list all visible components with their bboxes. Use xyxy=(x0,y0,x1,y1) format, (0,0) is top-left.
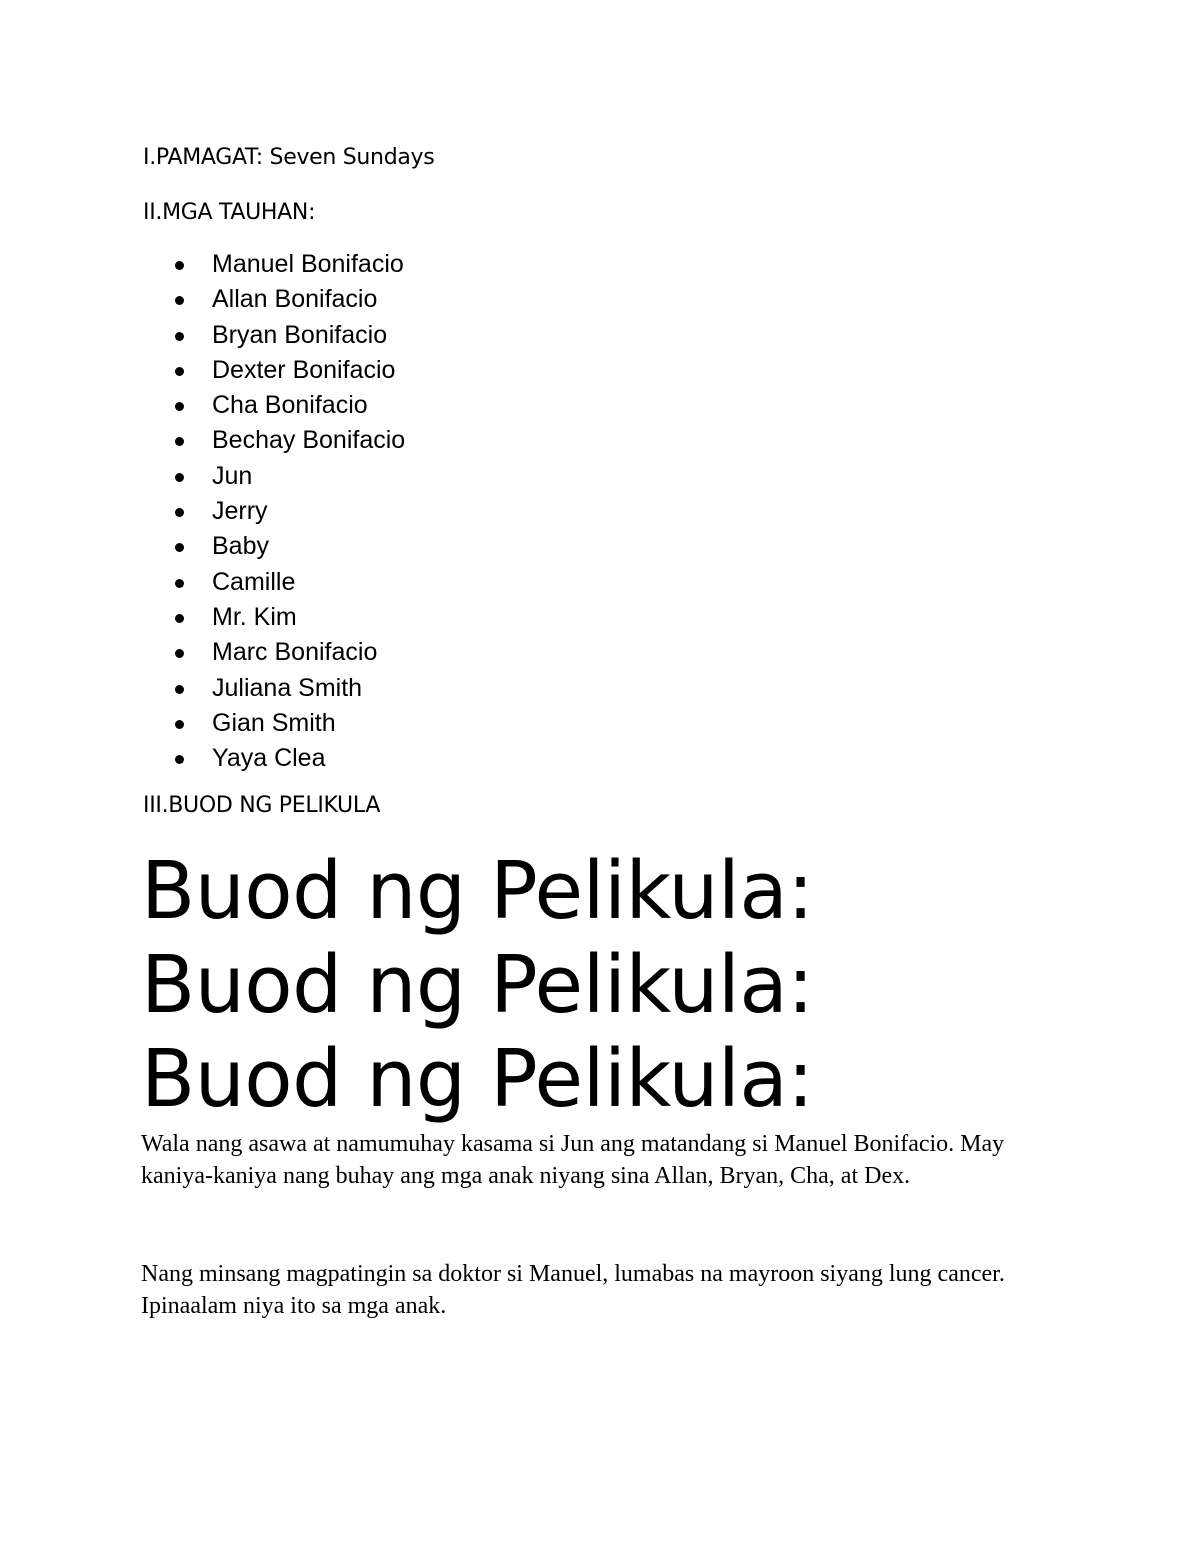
list-item xyxy=(172,565,405,600)
bullet-icon xyxy=(175,579,184,588)
character-name: Bechay Bonifacio xyxy=(212,426,406,455)
bullet-icon xyxy=(175,261,184,270)
characters-list xyxy=(172,247,405,776)
character-name: Gian Smith xyxy=(212,708,336,737)
list-item xyxy=(172,529,405,564)
list-item xyxy=(172,600,405,635)
title-heading: I.PAMAGAT: Seven Sundays xyxy=(143,145,435,170)
list-item xyxy=(172,671,405,706)
bullet-icon xyxy=(175,437,184,446)
character-name: Juliana Smith xyxy=(212,673,363,702)
character-name: Baby xyxy=(212,532,269,561)
summary-heading: III.BUOD NG PELIKULA xyxy=(143,793,381,818)
character-name: Marc Bonifacio xyxy=(212,638,378,667)
summary-title: Buod ng Pelikula: xyxy=(141,1033,814,1125)
list-item xyxy=(172,635,405,670)
bullet-icon xyxy=(175,543,184,552)
list-item xyxy=(172,706,405,741)
character-name: Allan Bonifacio xyxy=(212,285,378,314)
list-item xyxy=(172,423,405,458)
list-item xyxy=(172,282,405,317)
list-item xyxy=(172,318,405,353)
character-name: Bryan Bonifacio xyxy=(212,320,388,349)
summary-paragraph: Wala nang asawa at namumuhay kasama si Jun ang matandang si Manuel Bonifacio. May kaniya-kaniya nang buhay ang mga anak niyang sina Allan, Bryan, Cha, at Dex. xyxy=(141,1131,1005,1189)
list-item xyxy=(172,741,405,776)
bullet-icon xyxy=(175,296,184,305)
character-name: Camille xyxy=(212,567,296,596)
list-item xyxy=(172,247,405,282)
summary-title: Buod ng Pelikula: xyxy=(141,845,814,937)
character-name: Mr. Kim xyxy=(212,602,297,631)
bullet-icon xyxy=(175,685,184,694)
character-name: Yaya Clea xyxy=(212,744,326,773)
bullet-icon xyxy=(175,367,184,376)
list-item xyxy=(172,494,405,529)
list-item xyxy=(172,388,405,423)
summary-paragraph: Nang minsang magpatingin sa doktor si Manuel, lumabas na mayroon siyang lung cancer. Ipinaalam niya ito sa mga anak. xyxy=(141,1261,1005,1319)
bullet-icon xyxy=(175,332,184,341)
bullet-icon xyxy=(175,508,184,517)
bullet-icon xyxy=(175,720,184,729)
character-name: Manuel Bonifacio xyxy=(212,250,404,278)
character-name: Jerry xyxy=(212,497,268,526)
list-item xyxy=(172,459,405,494)
character-name: Cha Bonifacio xyxy=(212,391,368,420)
character-name: Dexter Bonifacio xyxy=(212,355,396,384)
list-item xyxy=(172,353,405,388)
summary-title: Buod ng Pelikula: xyxy=(141,939,814,1031)
character-name: Jun xyxy=(212,461,253,490)
characters-heading: II.MGA TAUHAN: xyxy=(143,200,316,225)
bullet-icon xyxy=(175,473,184,482)
bullet-icon xyxy=(175,402,184,411)
bullet-icon xyxy=(175,614,184,623)
bullet-icon xyxy=(175,649,184,658)
bullet-icon xyxy=(175,755,184,764)
